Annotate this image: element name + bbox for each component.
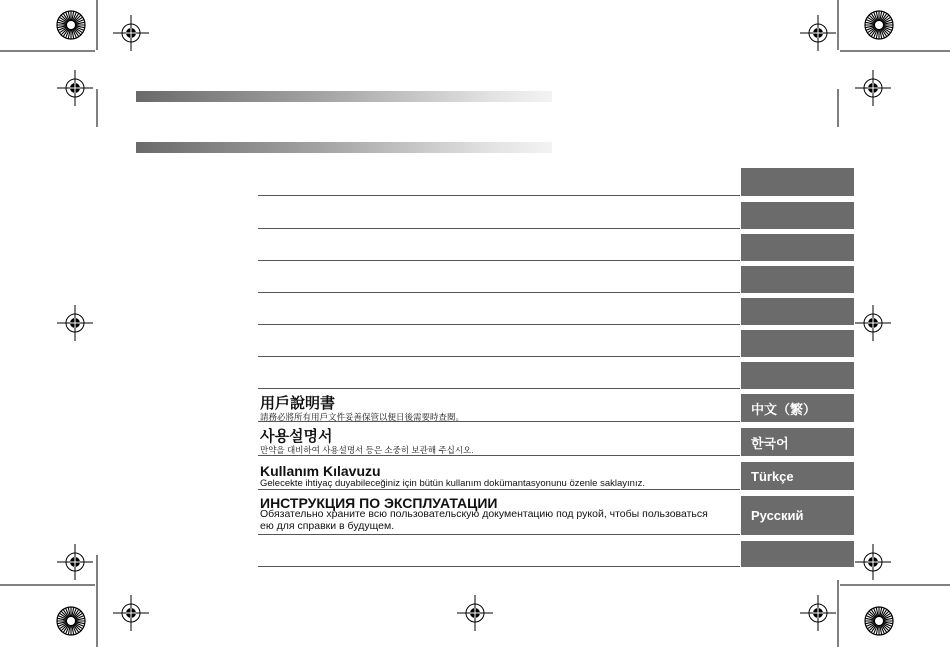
manual-row-2: [258, 202, 854, 229]
manual-row-5: [258, 298, 854, 325]
language-tab-blank: [741, 266, 854, 293]
language-tab-blank: [741, 234, 854, 261]
manual-title: ИНСТРУКЦИЯ ПО ЭКСПЛУАТАЦИИ: [260, 495, 498, 511]
row-rule: [258, 260, 740, 261]
manual-subtitle: Обязательно храните всю пользовательскую документацию под рукой, чтобы пользоваться ею для справки в будущем.: [260, 508, 708, 532]
language-tab-korean: 한국어: [741, 428, 854, 456]
manual-row-korean: [258, 428, 854, 456]
manual-subtitle: Gelecekte ihtiyaç duyabileceğiniz için bütün kullanım dokümantasyonunu özenle saklayınız.: [260, 478, 645, 489]
manual-subtitle: 만약을 대비하여 사용설명서 등은 소중히 보관해 주십시오.: [260, 445, 474, 455]
row-rule: [258, 388, 740, 389]
row-rule: [258, 195, 740, 196]
gradient-bar-second: [136, 142, 552, 153]
manual-row-4: [258, 266, 854, 293]
row-rule: [258, 228, 740, 229]
row-rule: [258, 292, 740, 293]
row-rule: [258, 534, 740, 535]
language-tab-blank: [741, 168, 854, 196]
manual-title: 用戶說明書: [260, 395, 336, 412]
language-tab-turkish: Türkçe: [741, 462, 854, 490]
language-tab-blank: [741, 330, 854, 357]
row-rule: [258, 566, 740, 567]
row-rule: [258, 324, 740, 325]
manual-row-6: [258, 330, 854, 357]
manual-row-12: [258, 541, 854, 567]
manual-row-1: [258, 168, 854, 196]
manual-row-turkish: [258, 462, 854, 490]
manual-row-russian: [258, 496, 854, 535]
manual-row-3: [258, 234, 854, 261]
language-tab-blank: [741, 541, 854, 567]
manual-row-7: [258, 362, 854, 389]
language-tab-russian: Русский: [741, 496, 854, 535]
language-tab-blank: [741, 362, 854, 389]
gradient-bar-top: [136, 91, 552, 102]
language-tab-blank: [741, 298, 854, 325]
manual-row-chinese-traditional: [258, 394, 854, 422]
language-tab-blank: [741, 202, 854, 229]
language-tab-chinese: 中文（繁）: [741, 394, 854, 422]
row-rule: [258, 489, 740, 490]
manual-title: Kullanım Kılavuzu: [260, 463, 381, 479]
manual-subtitle: 請務必將所有用戶文件妥善保管以便日後需要時查閱。: [260, 412, 465, 422]
row-rule: [258, 356, 740, 357]
manual-title: 사용설명서: [260, 428, 333, 445]
